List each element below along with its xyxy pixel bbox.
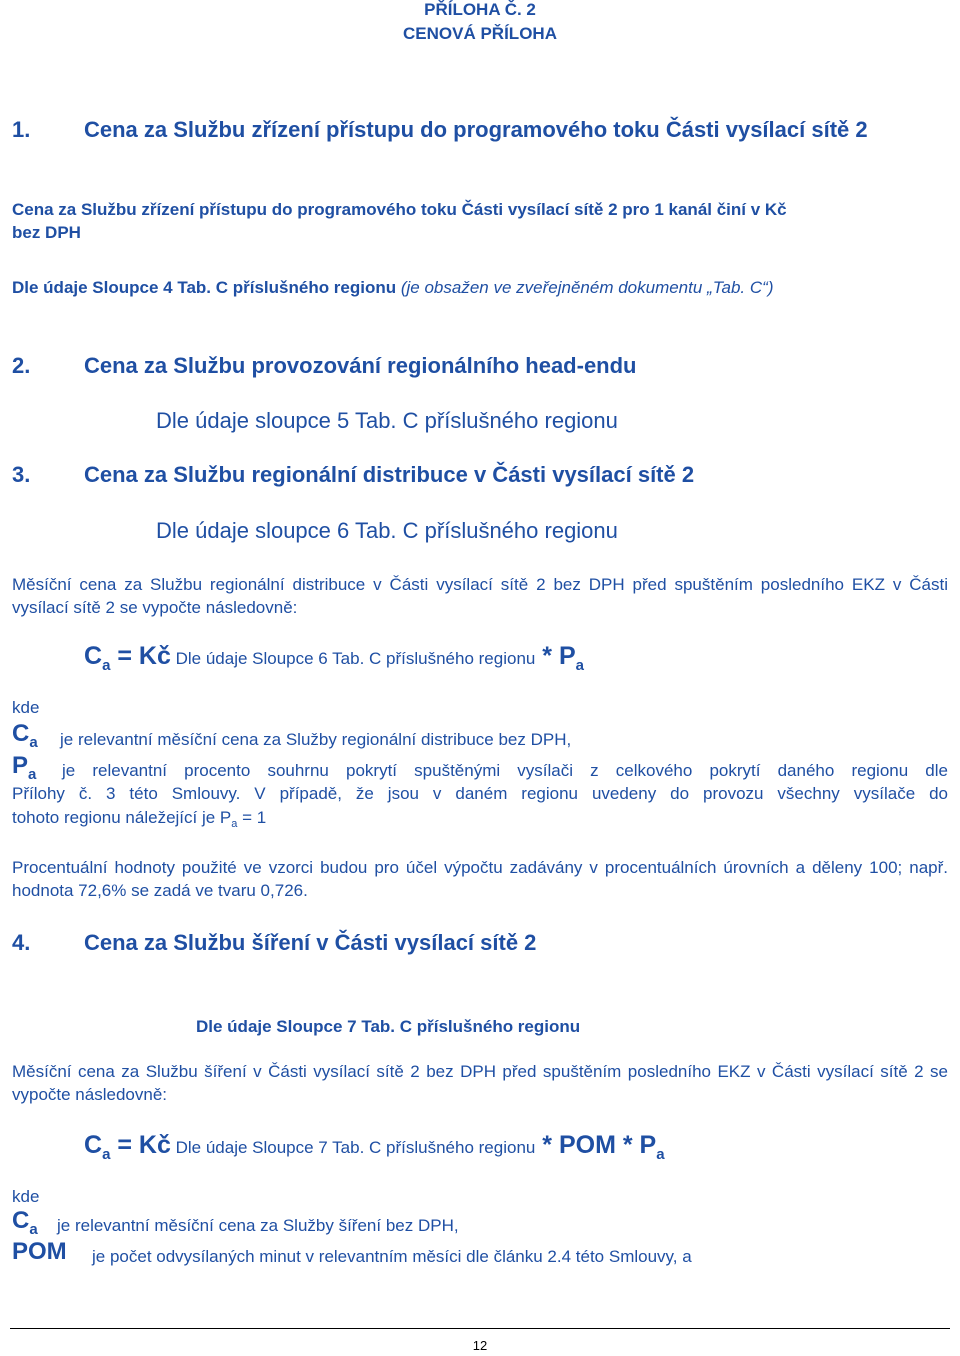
formula-multiplier: * P — [535, 642, 576, 670]
section-2-number: 2. — [12, 353, 31, 378]
appendix-subtitle: CENOVÁ PŘÍLOHA — [403, 24, 557, 43]
formula-reference: Dle údaje Sloupce 7 Tab. C příslušného regionu — [170, 1138, 536, 1157]
section-4-paragraph: Měsíční cena za Službu šíření v Části vysílací sítě 2 bez DPH před spuštěním posledního EKZ v Části vysílací sítě 2 se vypočte následovně: — [12, 1062, 948, 1104]
def-p-subscript: a — [28, 766, 37, 783]
formula-reference: Dle údaje Sloupce 6 Tab. C příslušného regionu — [170, 649, 536, 668]
formula-p-subscript: a — [656, 1146, 665, 1163]
section-4-def-pom-symbol: POM — [12, 1238, 67, 1265]
section-3-def-p — [12, 752, 37, 783]
page-number: 12 — [472, 1338, 488, 1353]
section-3-def-p-line3 — [12, 806, 266, 832]
def-c-symbol: C — [12, 1207, 30, 1234]
formula-multiplier: * POM * P — [535, 1131, 657, 1159]
formula-c-symbol: C — [84, 1131, 103, 1159]
appendix-title: PŘÍLOHA Č. 2 — [424, 0, 536, 19]
def-p-line2-a: Přílohy č. 3 této Smlouvy. — [12, 784, 241, 803]
section-3-def-p-line2 — [12, 782, 948, 805]
formula-p-subscript: a — [575, 657, 584, 674]
section-4-kde: kde — [12, 1187, 40, 1206]
section-4-formula — [84, 1131, 665, 1163]
section-3-paragraph: Měsíční cena za Službu regionální distribuce v Části vysílací sítě 2 bez DPH před spuštěním posledního EKZ v Části vysílací sítě 2 se vypočte následovně: — [12, 575, 948, 617]
def-p-line3-b: = 1 — [237, 808, 267, 827]
def-c-subscript: a — [29, 734, 38, 751]
formula-equals: = — [110, 642, 139, 670]
def-p-symbol: P — [12, 752, 29, 779]
formula-currency: Kč — [138, 642, 171, 670]
section-1-title: Cena za Službu zřízení přístupu do programového toku Části vysílací sítě 2 — [84, 117, 868, 142]
section-3-formula — [84, 642, 584, 674]
section-1-paragraph-line1: Cena za Službu zřízení přístupu do programového toku Části vysílací sítě 2 pro 1 kanál činí v Kč — [12, 200, 787, 219]
section-3-def-p-line1: je relevantní procento souhrnu pokrytí spuštěnými vysílači z celkového pokrytí daného regionu dle — [62, 761, 948, 780]
section-4-def-c-text: je relevantní měsíční cena za Služby šíření bez DPH, — [57, 1216, 459, 1235]
section-3-def-c-text: je relevantní měsíční cena za Služby regionální distribuce bez DPH, — [60, 730, 572, 749]
section-3-number: 3. — [12, 462, 31, 487]
section-4-def-c — [12, 1207, 38, 1238]
def-p-line3-subscript: a — [231, 818, 238, 830]
section-1-reference — [12, 276, 773, 299]
section-4-reference: Dle údaje Sloupce 7 Tab. C příslušného regionu — [196, 1017, 581, 1036]
section-3-def-c — [12, 720, 38, 751]
formula-equals: = — [110, 1131, 139, 1159]
section-4-def-pom-text: je počet odvysílaných minut v relevantním měsíci dle článku 2.4 této Smlouvy, a — [92, 1247, 692, 1266]
footer-divider — [10, 1328, 950, 1329]
section-4-title: Cena za Službu šíření v Části vysílací sítě 2 — [84, 930, 537, 955]
section-3-kde: kde — [12, 698, 40, 717]
section-1-reference-main: Dle údaje Sloupce 4 Tab. C příslušného regionu — [12, 278, 397, 297]
section-4-number: 4. — [12, 930, 31, 955]
formula-c-subscript: a — [102, 1146, 111, 1163]
def-p-line2-b: V případě, že jsou v daném regionu uvedeny do provozu všechny vysílače do — [240, 784, 948, 803]
def-c-subscript: a — [29, 1221, 38, 1238]
formula-currency: Kč — [138, 1131, 171, 1159]
def-p-line3-a: tohoto regionu náležející je P — [12, 808, 232, 827]
section-1-paragraph-line2: bez DPH — [12, 223, 81, 242]
section-2-reference: Dle údaje sloupce 5 Tab. C příslušného regionu — [156, 408, 618, 433]
def-c-symbol: C — [12, 720, 30, 747]
section-2-title: Cena za Službu provozování regionálního head-endu — [84, 353, 637, 378]
formula-c-symbol: C — [84, 642, 103, 670]
section-3-reference: Dle údaje sloupce 6 Tab. C příslušného regionu — [156, 518, 618, 543]
section-1-number: 1. — [12, 117, 31, 142]
section-1-reference-note: (je obsažen ve zveřejněném dokumentu „Tab. C“) — [396, 278, 774, 297]
section-1-paragraph — [12, 198, 948, 244]
section-3-percent-note: Procentuální hodnoty použité ve vzorci budou pro účel výpočtu zadávány v procentuálních úrovních a děleny 100; např. hodnota 72,6% se zadá ve tvaru 0,726. — [12, 858, 948, 900]
section-3-title: Cena za Službu regionální distribuce v Části vysílací sítě 2 — [84, 462, 695, 487]
formula-c-subscript: a — [102, 657, 111, 674]
